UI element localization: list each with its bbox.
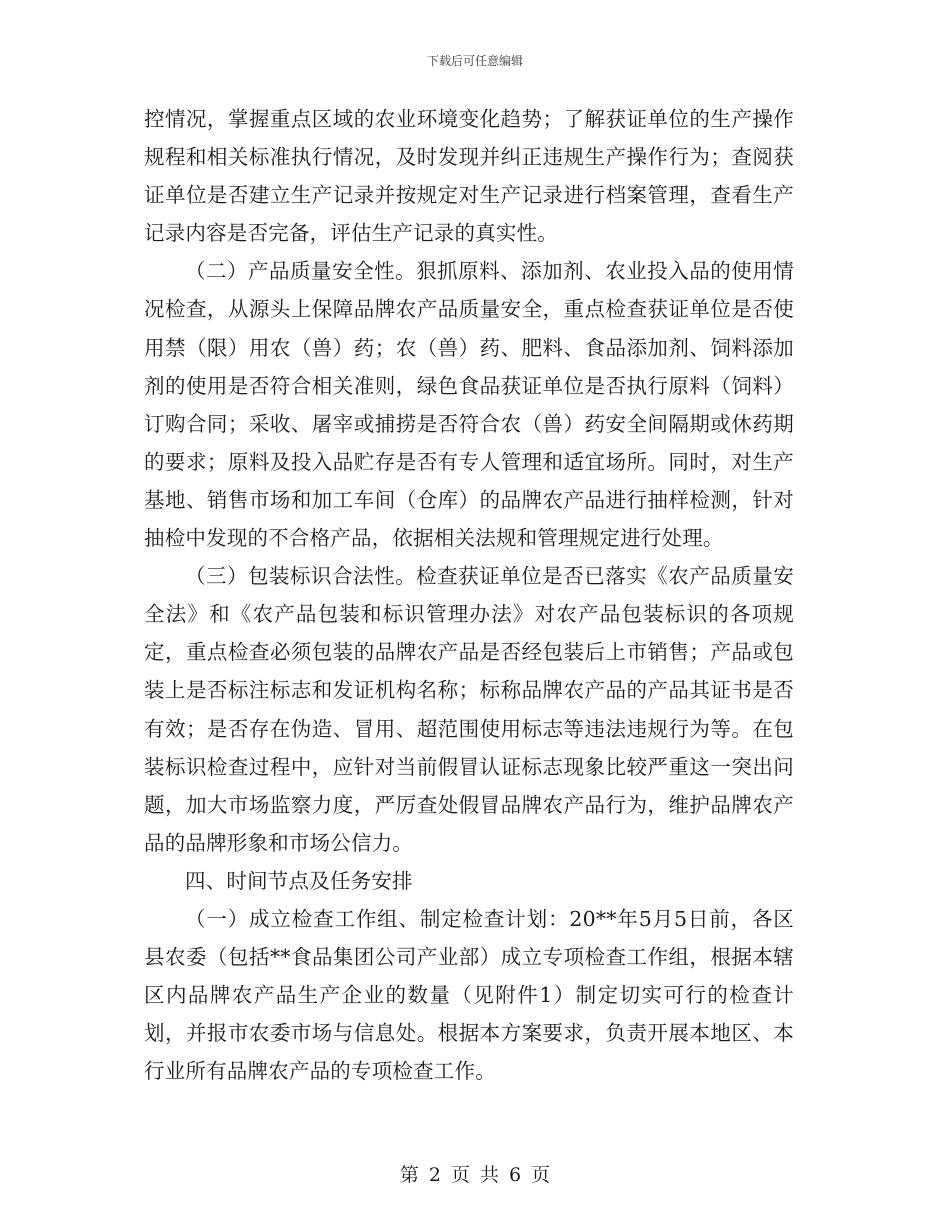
paragraph-product-quality: （二）产品质量安全性。狠抓原料、添加剂、农业投入品的使用情况检查，从源头上保障品牌农产品质量安全，重点检查获证单位是否使用禁（限）用农（兽）药；农（兽）药、肥料、食品添加剂、饲料添加剂的使用是否符合相关准则，绿色食品获证单位是否执行原料（饲料）订购合同；采收、屠宰或捕捞是否符合农（兽）药安全间隔期或休药期的要求；原料及投入品贮存是否有专人管理和适宜场所。同时，对生产基地、销售市场和加工车间（仓库）的品牌农产品进行抽样检测，针对抽检中发现的不合格产品，依据相关法规和管理规定进行处理。 (144, 259, 794, 551)
paragraph-inspection-plan: （一）成立检查工作组、制定检查计划：20**年5月5日前，各区县农委（包括**食品集团公司产业部）成立专项检查工作组，根据本辖区内品牌农产品生产企业的数量（见附件1）制定切实可行的检查计划，并报市农委市场与信息处。根据本方案要求，负责开展本地区、本行业所有品牌农产品的专项检查工作。 (144, 906, 794, 1084)
paragraph-continuation: 控情况，掌握重点区域的农业环境变化趋势；了解获证单位的生产操作规程和相关标准执行情况，及时发现并纠正违规生产操作行为；查阅获证单位是否建立生产记录并按规定对生产记录进行档案管理，查看生产记录内容是否完备，评估生产记录的真实性。 (144, 107, 794, 246)
paragraph-packaging-label: （三）包装标识合法性。检查获证单位是否已落实《农产品质量安全法》和《农产品包装和标识管理办法》对农产品包装标识的各项规定，重点检查必须包装的品牌农产品是否经包装后上市销售；产品或包装上是否标注标志和发证机构名称；标称品牌农产品的产品其证书是否有效；是否存在伪造、冒用、超范围使用标志等违法违规行为等。在包装标识检查过程中，应针对当前假冒认证标志现象比较严重这一突出问题，加大市场监察力度，严厉查处假冒品牌农产品行为，维护品牌农产品的品牌形象和市场公信力。 (144, 564, 794, 855)
document-body (144, 100, 794, 1090)
section-heading-schedule: 四、时间节点及任务安排 (185, 868, 413, 893)
page-header: 下载后可任意编辑 (426, 54, 523, 68)
page-number: 第 2 页 共 6 页 (399, 1164, 551, 1186)
